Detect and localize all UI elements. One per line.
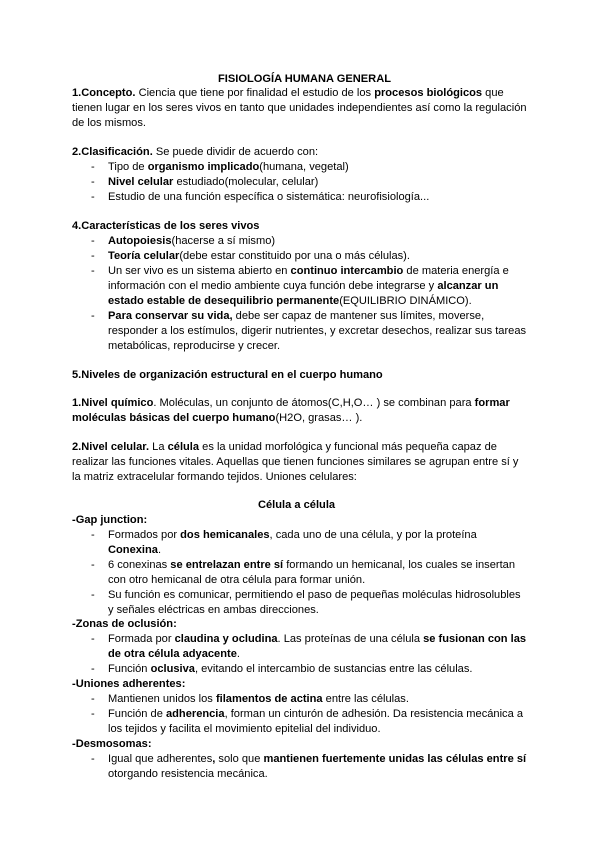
bold-text-run: de otra célula adyacente (108, 648, 237, 660)
adherens-item (108, 692, 409, 706)
bullet-dash: - (91, 250, 95, 262)
bold-text-run: se fusionan con las (423, 633, 527, 645)
text-run: Formados por (108, 529, 181, 541)
bold-text-run: Nivel celular (108, 176, 174, 188)
text-run: estudiado(molecular, celular) (173, 176, 319, 188)
bold-text-run: 1.Nivel químico (72, 397, 154, 409)
adherens-heading: -Uniones adherentes: (72, 678, 186, 690)
bold-text-run: dos hemicanales (180, 529, 270, 541)
bullet-dash: - (91, 633, 95, 645)
bullet-dash: - (91, 589, 95, 601)
desmosomes-heading: -Desmosomas: (72, 738, 152, 750)
gap-junction-item (108, 588, 521, 602)
characteristics-item (108, 309, 484, 323)
text-run: . (236, 648, 240, 660)
text-run: Su función es comunicar, permitiendo el paso de pequeñas moléculas hidrosolubles (108, 589, 521, 601)
text-run: responder a los estímulos, digerir nutrientes, y excretar desechos, realizar sus tareas (108, 325, 527, 337)
characteristics-item-cont (108, 294, 472, 308)
occlusion-item (108, 632, 526, 646)
text-run: solo que (218, 753, 264, 765)
bold-text-run: alcanzar un (437, 280, 499, 292)
bullet-dash: - (91, 663, 95, 675)
adherens-item (108, 707, 523, 721)
text-run: es la unidad morfológica y funcional más pequeña capaz de (199, 441, 497, 453)
bold-text-run: oclusiva (150, 663, 195, 675)
bullet-dash: - (91, 235, 95, 247)
text-run: realizar las funciones vitales. Aquellas que tienen funciones similares se agrupan entre sí y (72, 456, 519, 468)
text-run: Mantienen unidos los (108, 693, 216, 705)
text-run: que (482, 87, 504, 99)
text-run: Un ser vivo es un sistema abierto en (108, 265, 291, 277)
text-run: Igual que adherentes (108, 753, 213, 765)
gap-junction-item (108, 558, 515, 572)
cellular-level-line (72, 440, 497, 454)
bullet-dash: - (91, 693, 95, 705)
cellular-level-line (72, 470, 357, 484)
bullet-dash: - (91, 708, 95, 720)
bullet-dash: - (91, 265, 95, 277)
text-run: metabólicas, reproducirse y crecer. (108, 340, 281, 352)
classification-heading (72, 145, 318, 159)
bullet-dash: - (91, 161, 95, 173)
text-run: con otro hemicanal de otra célula para formar unión. (108, 574, 366, 586)
text-run: Tipo de (108, 161, 148, 173)
classification-item (108, 160, 349, 174)
occlusion-item (108, 662, 472, 676)
bold-text-run: 2.Nivel celular. (72, 441, 150, 453)
bullet-dash: - (91, 753, 95, 765)
cellular-level-line (72, 455, 518, 469)
text-run: , cada uno de una célula, y por la proteína (269, 529, 477, 541)
levels-heading: 5.Niveles de organización estructural en el cuerpo humano (72, 369, 383, 381)
text-run: debe ser capaz de mantener sus límites, moverse, (232, 310, 485, 322)
bold-text-run: , (212, 753, 219, 765)
classification-item (108, 190, 429, 204)
text-run: la matriz extracelular formando tejidos. Uniones celulares: (72, 471, 357, 483)
gap-junction-item-cont (108, 573, 365, 587)
text-run: (H2O, grasas… ). (275, 412, 363, 424)
characteristics-item (108, 249, 410, 263)
bold-text-run: Autopoiesis (108, 235, 172, 247)
text-run: entre las células. (322, 693, 409, 705)
bullet-dash: - (91, 529, 95, 541)
characteristics-item-cont (108, 339, 280, 353)
document-title: FISIOLOGÍA HUMANA GENERAL (218, 73, 391, 85)
text-run: . (157, 544, 162, 556)
text-run: tienen lugar en los seres vivos en tanto que unidades independientes así como la regulación (72, 102, 527, 114)
concept-line-3 (72, 116, 146, 130)
gap-junction-item (108, 528, 477, 542)
text-run: formando un hemicanal, los cuales se insertan (283, 559, 516, 571)
bold-text-run: procesos biológicos (374, 87, 483, 99)
gap-junction-item-cont (108, 603, 319, 617)
adherens-item-cont (108, 722, 381, 736)
characteristics-item-cont (108, 324, 526, 338)
characteristics-heading: 4.Características de los seres vivos (72, 220, 260, 232)
text-run: información con el medio ambiente cuya función debe integrarse y (108, 280, 438, 292)
cell-to-cell-heading: Célula a célula (258, 499, 336, 511)
chemical-level-line (72, 411, 362, 425)
bold-text-run: filamentos de actina (215, 693, 323, 705)
bold-text-run: 1.Concepto. (72, 87, 136, 99)
text-run: , forman un cinturón de adhesión. Da resistencia mecánica a (224, 708, 524, 720)
text-run: otorgando resistencia mecánica. (108, 768, 268, 780)
occlusion-zones-heading: -Zonas de oclusión: (72, 618, 177, 630)
bold-text-run: claudina y ocludina (174, 633, 278, 645)
text-run: de los mismos. (72, 117, 146, 129)
characteristics-item (108, 234, 275, 248)
classification-item (108, 175, 318, 189)
text-run: Se puede dividir de acuerdo con: (152, 146, 319, 158)
bold-text-run: Para conservar su vida, (108, 310, 233, 322)
bullet-dash: - (91, 176, 95, 188)
text-run: y señales eléctricas en ambas direcciones. (108, 604, 319, 616)
text-run: , evitando el intercambio de sustancias entre las células. (194, 663, 473, 675)
text-run: Formada por (108, 633, 175, 645)
text-run: Estudio de una función específica o sistemática: neurofisiología... (108, 191, 430, 203)
text-run: Función de (108, 708, 166, 720)
text-run: los tejidos y facilita el movimiento epitelial del individuo. (108, 723, 381, 735)
text-run: Función (108, 663, 151, 675)
bold-text-run: Conexina (108, 544, 158, 556)
desmosomes-item (108, 752, 526, 766)
bold-text-run: se entrelazan entre sí (170, 559, 284, 571)
gap-junction-item-cont (108, 543, 161, 557)
bold-text-run: 2.Clasificación. (72, 146, 153, 158)
text-run: (hacerse a sí mismo) (171, 235, 276, 247)
text-run: . Moléculas, un conjunto de átomos(C,H,O… ) se combinan para (153, 397, 475, 409)
concept-line-1 (72, 86, 504, 100)
text-run: 6 conexinas (108, 559, 171, 571)
characteristics-item (108, 264, 509, 278)
bullet-dash: - (91, 310, 95, 322)
gap-junction-heading: -Gap junction: (72, 514, 148, 526)
text-run: (EQUILIBRIO DINÁMICO). (339, 295, 472, 307)
text-run: (humana, vegetal) (259, 161, 349, 173)
text-run: . Las proteínas de una célula (277, 633, 424, 645)
occlusion-item-cont (108, 647, 240, 661)
desmosomes-item-cont (108, 767, 268, 781)
characteristics-item-cont (108, 279, 498, 293)
bold-text-run: organismo implicado (147, 161, 260, 173)
bullet-dash: - (91, 191, 95, 203)
bold-text-run: adherencia (165, 708, 225, 720)
text-run: (debe estar constituido por una o más células). (179, 250, 410, 262)
text-run: La (149, 441, 168, 453)
concept-line-2 (72, 101, 527, 115)
bold-text-run: continuo intercambio (290, 265, 404, 277)
bold-text-run: moléculas básicas del cuerpo humano (72, 412, 276, 424)
bold-text-run: célula (167, 441, 200, 453)
bold-text-run: formar (474, 397, 510, 409)
bullet-dash: - (91, 559, 95, 571)
bold-text-run: Teoría celular (108, 250, 180, 262)
bold-text-run: estado estable de desequilibrio permanente (108, 295, 340, 307)
text-run: de materia energía e (403, 265, 509, 277)
chemical-level-line (72, 396, 510, 410)
bold-text-run: mantienen fuertemente unidas las células entre sí (263, 753, 527, 765)
text-run: Ciencia que tiene por finalidad el estudio de los (135, 87, 375, 99)
